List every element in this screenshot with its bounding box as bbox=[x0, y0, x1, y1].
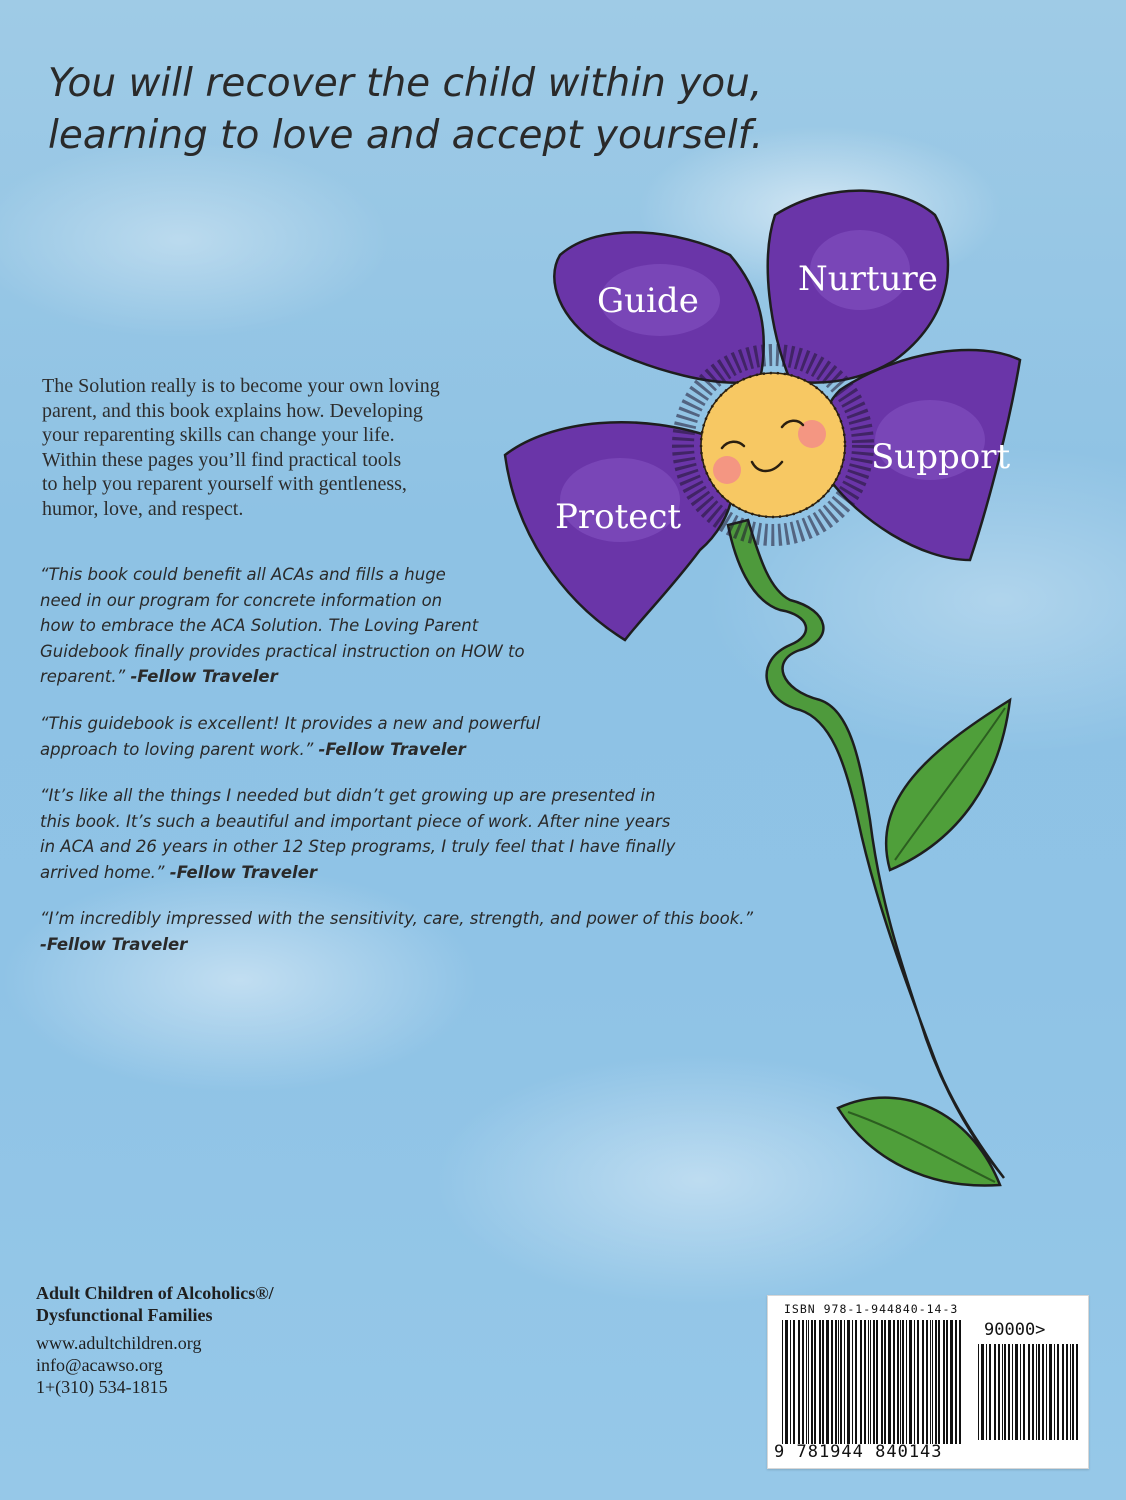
barcode-bar bbox=[785, 1320, 788, 1444]
barcode-bar bbox=[1012, 1344, 1013, 1440]
barcode-bar bbox=[1049, 1344, 1052, 1440]
barcode-bar bbox=[922, 1320, 924, 1444]
barcode-bar bbox=[806, 1320, 807, 1444]
barcode-bar bbox=[798, 1320, 800, 1444]
barcode-bar bbox=[914, 1320, 915, 1444]
barcode-bar bbox=[855, 1320, 857, 1444]
barcode-bar bbox=[793, 1320, 795, 1444]
barcode-bar bbox=[852, 1320, 853, 1444]
barcode-bar bbox=[1015, 1344, 1018, 1440]
barcode-bar bbox=[782, 1320, 783, 1444]
main-barcode-bars bbox=[782, 1320, 962, 1444]
barcode-bar bbox=[943, 1320, 945, 1444]
barcode-bar bbox=[873, 1320, 875, 1444]
barcode-bar bbox=[1076, 1344, 1078, 1440]
barcode-bar bbox=[1004, 1344, 1006, 1440]
barcode-bar bbox=[950, 1320, 953, 1444]
intro-line: humor, love, and respect. bbox=[42, 497, 244, 520]
barcode-bar bbox=[881, 1320, 883, 1444]
barcode-bar bbox=[847, 1320, 850, 1444]
barcode-bar bbox=[1032, 1344, 1034, 1440]
barcode-bar bbox=[938, 1320, 940, 1444]
publisher-website[interactable]: www.adultchildren.org bbox=[36, 1333, 202, 1353]
left-cheek bbox=[713, 456, 741, 484]
barcode-bar bbox=[1057, 1344, 1059, 1440]
barcode-bar bbox=[1042, 1344, 1044, 1440]
barcode-bar bbox=[935, 1320, 937, 1444]
barcode-bar bbox=[955, 1320, 957, 1444]
publisher-phone: 1+(310) 534-1815 bbox=[36, 1377, 168, 1397]
barcode-bar bbox=[1023, 1344, 1025, 1440]
headline-line-2: learning to love and accept yourself. bbox=[48, 113, 764, 158]
upper-leaf bbox=[886, 700, 1010, 870]
barcode-bar bbox=[1066, 1344, 1068, 1440]
intro-line: parent, and this book explains how. Developing bbox=[42, 399, 423, 422]
barcode-bar bbox=[864, 1320, 866, 1444]
quote-line: Guidebook finally provides practical instruction on HOW to bbox=[40, 641, 525, 661]
quote-line: need in our program for concrete information on bbox=[40, 590, 443, 610]
barcode-bar bbox=[930, 1320, 931, 1444]
quote-line: “It’s like all the things I needed but didn’t get growing up are presented in bbox=[40, 786, 656, 805]
barcode-bar bbox=[926, 1320, 928, 1444]
publisher-contacts bbox=[36, 1332, 356, 1398]
barcode-bar bbox=[802, 1320, 804, 1444]
barcode-bar bbox=[1046, 1344, 1047, 1440]
barcode-bar bbox=[811, 1320, 813, 1444]
barcode-bar bbox=[835, 1320, 837, 1444]
barcode-bar bbox=[814, 1320, 816, 1444]
barcode-bar bbox=[884, 1320, 886, 1444]
barcode-bar bbox=[1062, 1344, 1064, 1440]
intro-line: The Solution really is to become your own loving bbox=[42, 375, 440, 397]
barcode-bar bbox=[870, 1320, 871, 1444]
quote-text: arrived home.” bbox=[40, 862, 165, 882]
intro-line: your reparenting skills can change your life. bbox=[42, 424, 395, 447]
barcode-bar bbox=[1008, 1344, 1010, 1440]
barcode-bar bbox=[932, 1320, 933, 1444]
quote-line: how to embrace the ACA Solution. The Loving Parent bbox=[40, 616, 479, 636]
petal-label-nurture: Nurture bbox=[798, 259, 938, 299]
quote-attribution: -Fellow Traveler bbox=[169, 862, 318, 882]
barcode-bar bbox=[906, 1320, 907, 1444]
quote-line: “This guidebook is excellent! It provides a new and powerful bbox=[40, 714, 541, 733]
barcode-bar bbox=[1002, 1344, 1003, 1440]
barcode-bar bbox=[989, 1344, 991, 1440]
barcode-bar bbox=[981, 1344, 984, 1440]
barcode-bar bbox=[902, 1320, 904, 1444]
headline-line-1: You will recover the child within you, bbox=[48, 61, 763, 106]
quote-attribution: -Fellow Traveler bbox=[130, 667, 278, 687]
barcode-bar bbox=[868, 1320, 869, 1444]
quote-attribution: -Fellow Traveler bbox=[318, 739, 466, 759]
petal-label-support: Support bbox=[871, 437, 1011, 477]
quote-line: this book. It’s such a beautiful and important piece of work. After nine years bbox=[40, 811, 671, 831]
publisher-email[interactable]: info@acawso.org bbox=[36, 1355, 163, 1375]
addon-barcode-bars bbox=[978, 1344, 1078, 1440]
barcode-bar bbox=[1070, 1344, 1071, 1440]
headline bbox=[48, 58, 848, 162]
barcode-bar bbox=[893, 1320, 895, 1444]
publisher-info bbox=[36, 1282, 356, 1398]
barcode-bar bbox=[819, 1320, 821, 1444]
quote-line: in ACA and 26 years in other 12 Step programs, I truly feel that I have finally bbox=[40, 837, 676, 857]
quote-line: “I’m incredibly impressed with the sensitivity, care, strength, and power of this book.” bbox=[40, 909, 754, 928]
quote-attribution: -Fellow Traveler bbox=[40, 934, 188, 954]
quote-text: approach to loving parent work.” bbox=[40, 739, 314, 759]
quote-text: reparent.” bbox=[40, 667, 126, 687]
barcode-bar bbox=[822, 1320, 824, 1444]
barcode-bar bbox=[946, 1320, 948, 1444]
barcode-bar bbox=[831, 1320, 833, 1444]
barcode-bar bbox=[808, 1320, 809, 1444]
barcode-bar bbox=[826, 1320, 829, 1444]
flower-illustration bbox=[480, 170, 1040, 1280]
petal-label-protect: Protect bbox=[555, 497, 682, 537]
barcode-bar bbox=[900, 1320, 901, 1444]
barcode-bar bbox=[1038, 1344, 1040, 1440]
barcode-bar bbox=[909, 1320, 912, 1444]
barcode-bar bbox=[897, 1320, 899, 1444]
barcode-bar bbox=[1028, 1344, 1030, 1440]
barcode-bar bbox=[888, 1320, 891, 1444]
isbn-barcode bbox=[767, 1295, 1089, 1469]
petal-label-guide: Guide bbox=[597, 281, 699, 321]
barcode-bar bbox=[994, 1344, 996, 1440]
barcode-bar bbox=[998, 1344, 1000, 1440]
barcode-bar bbox=[838, 1320, 839, 1444]
barcode-bar bbox=[840, 1320, 842, 1444]
flower-stem bbox=[728, 520, 1004, 1178]
barcode-bar bbox=[1054, 1344, 1055, 1440]
barcode-bar bbox=[1036, 1344, 1037, 1440]
barcode-bar bbox=[959, 1320, 961, 1444]
intro-paragraph bbox=[42, 374, 512, 522]
intro-line: to help you reparent yourself with gentleness, bbox=[42, 473, 407, 496]
barcode-bar bbox=[1072, 1344, 1074, 1440]
barcode-bar bbox=[917, 1320, 919, 1444]
quote-line: “This book could benefit all ACAs and fills a huge bbox=[40, 565, 446, 584]
barcode-bar bbox=[1020, 1344, 1021, 1440]
barcode-bar bbox=[978, 1344, 979, 1440]
isbn-label: ISBN 978-1-944840-14-3 bbox=[784, 1302, 959, 1316]
barcode-bar bbox=[790, 1320, 791, 1444]
barcode-bar bbox=[876, 1320, 878, 1444]
price-code: 90000> bbox=[984, 1320, 1046, 1340]
publisher-name-line-1: Adult Children of Alcoholics®/ bbox=[36, 1283, 274, 1303]
publisher-name-line-2: Dysfunctional Families bbox=[36, 1305, 213, 1325]
barcode-bar bbox=[860, 1320, 862, 1444]
barcode-bar bbox=[844, 1320, 845, 1444]
intro-line: Within these pages you’ll find practical tools bbox=[42, 448, 402, 471]
barcode-digits: 9 781944 840143 bbox=[774, 1442, 943, 1462]
barcode-bar bbox=[986, 1344, 987, 1440]
